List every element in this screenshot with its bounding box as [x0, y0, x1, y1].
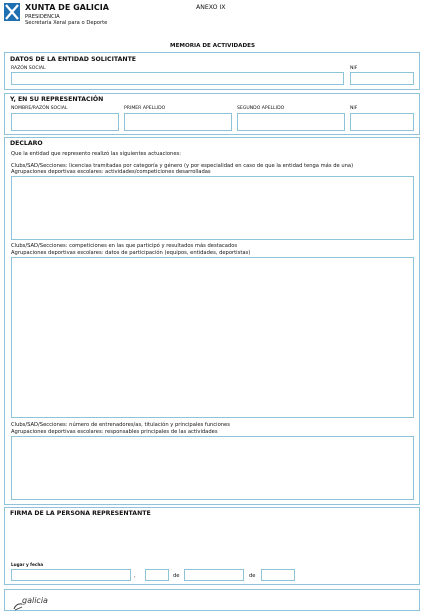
segundo-apellido-label: SEGUNDO APELLIDO: [237, 106, 285, 111]
annex-label: ANEXO IX: [196, 4, 226, 11]
section-entidad-heading: DATOS DE LA ENTIDAD SOLICITANTE: [10, 56, 137, 63]
razon-social-field[interactable]: [11, 72, 344, 85]
razon-social-label: RAZÓN SOCIAL: [11, 66, 46, 71]
segundo-apellido-field[interactable]: [237, 113, 345, 131]
page-title: MEMORIA DE ACTIVIDADES: [170, 43, 255, 49]
org-name: XUNTA DE GALICIA: [25, 3, 109, 12]
q2-line1: Clubs/SAD/Secciones: competiciones en las que participó y resultados más destacados: [11, 243, 238, 249]
q1-line2: Agrupaciones deportivas escolares: actividades/competiciones desarrolladas: [11, 169, 211, 175]
lugar-field[interactable]: [11, 569, 131, 581]
dia-field[interactable]: [145, 569, 169, 581]
section-declaro-heading: DECLARO: [10, 140, 43, 147]
de-label-2: de: [249, 573, 256, 579]
q1-line1: Clubs/SAD/Secciones: licencias tramitadas por categoría y género (y por especialidad en caso de que la entidad tenga más de una): [11, 163, 354, 169]
subdept-name: Secretaría Xeral para o Deporte: [25, 20, 108, 26]
primer-apellido-label: PRIMER APELLIDO: [124, 106, 166, 111]
footer-bar: [4, 589, 420, 611]
nif-label: NIF: [350, 66, 358, 71]
q2-line2: Agrupaciones deportivas escolares: datos de participación (equipos, entidades, deportistas): [11, 250, 251, 256]
mes-field[interactable]: [184, 569, 244, 581]
primer-apellido-field[interactable]: [124, 113, 232, 131]
declaro-intro: Que la entidad que represento realizó las siguientes actuaciones:: [11, 151, 181, 157]
comma-separator: ,: [134, 573, 136, 579]
nombre-label: NOMBRE/RAZÓN SOCIAL: [11, 106, 68, 111]
galicia-logo-text: galicia: [22, 596, 48, 605]
entrenadores-textarea[interactable]: [11, 436, 414, 500]
section-firma-heading: FIRMA DE LA PERSONA REPRESENTANTE: [10, 510, 151, 517]
nombre-field[interactable]: [11, 113, 119, 131]
q3-line2: Agrupaciones deportivas escolares: responsables principales de las actividades: [11, 429, 218, 435]
xunta-logo: [4, 3, 20, 21]
section-representacion-heading: Y, EN SU REPRESENTACIÓN: [10, 96, 104, 103]
q3-line1: Clubs/SAD/Secciones: número de entrenadores/as, titulación y principales funciones: [11, 422, 230, 428]
representante-nif-field[interactable]: [350, 113, 414, 131]
actividades-textarea[interactable]: [11, 176, 414, 240]
de-label-1: de: [173, 573, 180, 579]
nif-field[interactable]: [350, 72, 414, 85]
ano-field[interactable]: [261, 569, 295, 581]
representante-nif-label: NIF: [350, 106, 358, 111]
dept-name: PRESIDENCIA: [25, 14, 60, 20]
competiciones-textarea[interactable]: [11, 257, 414, 418]
lugar-fecha-label: Lugar y fecha: [11, 562, 44, 567]
